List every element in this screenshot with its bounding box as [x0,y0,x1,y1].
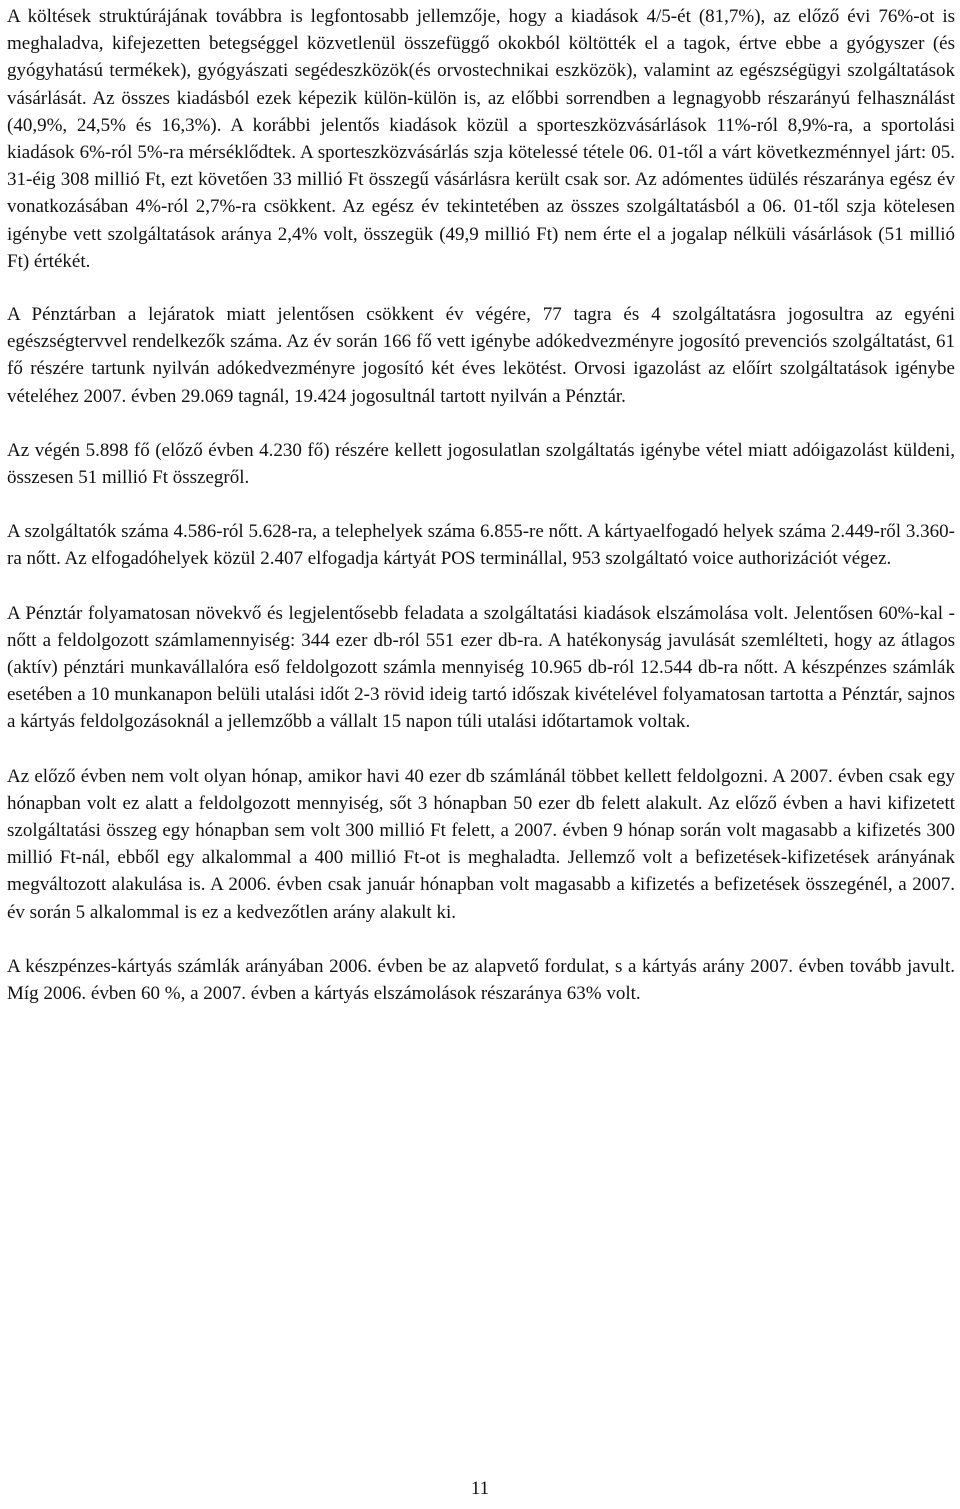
paragraph-service-providers: A szolgáltatók száma 4.586-ról 5.628-ra, a telephelyek száma 6.855-re nőtt. A kártyaelfogadó helyek száma 2.449-ről 3.360-ra nőtt. Az elfogadóhelyek közül 2.407 elfogadja kártyát POS terminállal, 953 szolgáltató voice authorizációt végez. [7,521,955,570]
paragraph-card-ratio: A készpénzes-kártyás számlák arányában 2006. évben be az alapvető fordulat, s a kártyás arány 2007. évben tovább javult. Míg 2006. évben 60 %, a 2007. évben a kártyás elszámolások részaránya 63% volt. [7,955,955,1005]
paragraph-health-plan: A Pénztárban a lejáratok miatt jelentősen csökkent év végére, 77 tagra és 4 szolgáltatásra jogosultra az egyéni egészségtervvel rendelkezők száma. Az év során 166 fő vett igénybe adókedvezményre jogosító prevenciós szolgáltatást, 61 fő részére tartunk nyilván adókedvezményre jogosító két éves lekötést. Orvosi igazolást az előírt szolgáltatások igénybe vételéhez 2007. évben 29.069 tagnál, 19.424 jogosultnál tartott nyilván a Pénztár. [7,304,955,407]
paragraph-expenditure-structure: A költések struktúrájának továbbra is legfontosabb jellemzője, hogy a kiadások 4/5-ét (81,7%), az előző évi 76%-ot is meghaladva, kifejezetten betegséggel közvetlenül összefüggő okokból költötték el a tagok, értve ebbe a gyógyszer (és gyógyhatású termékek), gyógyászati segédeszközök(és orvostechnikai eszközök), valamint az egészségügyi szolgáltatások vásárlását. Az összes kiadásból ezek képezik külön-külön is, az előbbi sorrendben a legnagyobb részarányú felhasználást (40,9%, 24,5% és 16,3%). A korábbi jelentős kiadások közül a sporteszközvásárlások 11%-ról 8,9%-ra, a sportolási kiadások 6%-ról 5%-ra mérséklődtek. A sporteszközvásárlás szja kötelessé tétele 06. 01-től a várt következménnyel járt: 05. 31-éig 308 millió Ft, ezt követően 33 millió Ft összegű vásárlásra került csak sor. Az adómentes üdülés részaránya egész év vonatkozásában 4%-ról 2,7%-ra csökkent. Az egész év tekintetében az összes szolgáltatásból a 06. 01-től szja kötelesen igénybe vett szolgáltatások aránya 2,4% volt, összegük (49,9 millió Ft) nem érte el a jogalap nélküli vásárlások (51 millió Ft) értékét. [7,6,955,272]
paragraph-monthly-volume: Az előző évben nem volt olyan hónap, amikor havi 40 ezer db számlánál többet kellett feldolgozni. A 2007. évben csak egy hónapban volt ez alatt a feldolgozott mennyiség, sőt 3 hónapban 50 ezer db felett alakult. Az előző évben a havi kifizetett szolgáltatási összeg egy hónapban sem volt 300 millió Ft felett, a 2007. évben 9 hónap során volt magasabb a kifizetés 300 millió Ft-nál, ebből egy alkalommal a 400 millió Ft-ot is meghaladta. Jellemző volt a befizetések-kifizetések arányának megváltozott alakulása is. A 2006. évben csak január hónapban volt magasabb a kifizetés a befizetések összegénél, a 2007. év során 5 alkalommal is ez a kedvezőtlen arány alakult ki. [7,765,955,923]
page-number: 11 [470,1478,490,1499]
paragraph-invoice-processing: A Pénztár folyamatosan növekvő és legjelentősebb feladata a szolgáltatási kiadások elszámolása volt. Jelentősen 60%-kal - nőtt a feldolgozott számlamennyiség: 344 ezer db-ról 551 ezer db-ra. A hatékonyság javulását szemlélteti, hogy az átlagos (aktív) pénztári munkavállalóra eső feldolgozott számla mennyiség 10.965 db-ról 12.544 db-ra nőtt. A készpénzes számlák esetében a 10 munkanapon belüli utalási időt 2-3 rövid ideig tartó időszak kivételével folyamatosan tartotta a Pénztár, sajnos a kártyás feldolgozásoknál a jellemzőbb a vállalt 15 napon túli utalási időtartamok voltak. [7,602,955,733]
body-text [7,3,955,1034]
paragraph-tax-certificates: Az végén 5.898 fő (előző évben 4.230 fő) részére kellett jogosulatlan szolgáltatás igénybe vétel miatt adóigazolást küldeni, összesen 51 millió Ft összegről. [7,439,955,489]
